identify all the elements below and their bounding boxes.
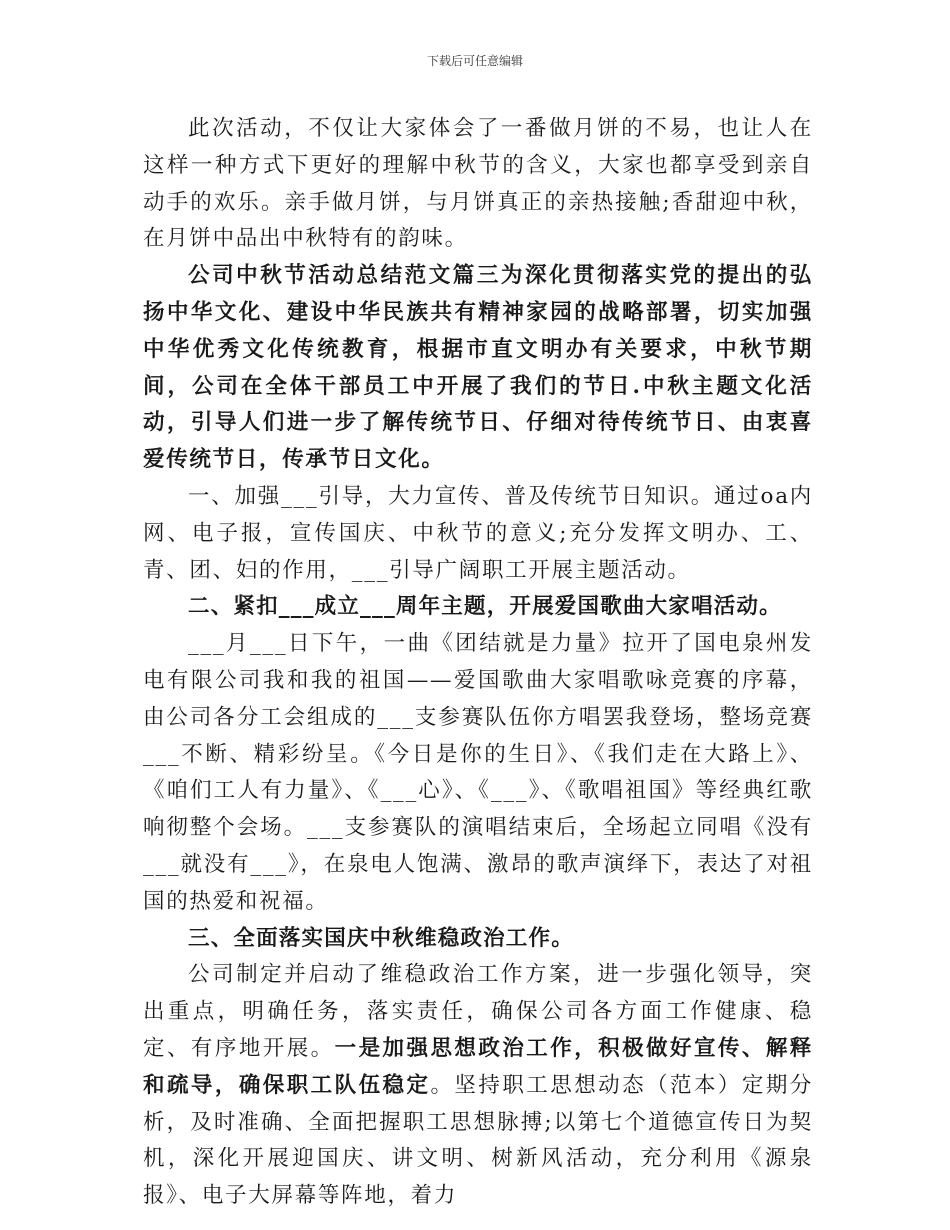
heading-section-three: 三、全面落实国庆中秋维稳政治工作。 [188,925,574,951]
paragraph-song-contest: ___月___日下午，一曲《团结就是力量》拉开了国电泉州发电有限公司我和我的祖国——爱国歌曲大家唱歌咏竞赛的序幕，由公司各分工会组成的___支参赛队伍你方唱罢我登场，整场竞赛___不断、精彩纷呈。《今日是你的生日》、《我们走在大路上》、《咱们工人有力量》、《___心》、《___》、《歌唱祖国》等经典红歌响彻整个会场。___支参赛队的演唱结束后，全场起立同唱《没有___就没有___》，在泉电人饱满、激昂的歌声演绎下，表达了对祖国的热爱和祝福。 [143,631,813,914]
paragraph-section-one: 一、加强___引导，大力宣传、普及传统节日知识。通过oa内网、电子报，宣传国庆、中秋节的意义;充分发挥文明办、工、青、团、妇的作用，___引导广阔职工开展主题活动。 [143,483,813,583]
stability-work-intro: 公司制定并启动了维稳政治工作方案，进一步强化领导，突出重点，明确任务，落实责任，确保公司各方面工作健康、稳定、有序地开展。 [143,962,813,1061]
paragraph-mid-autumn-summary: 此次活动，不仅让大家体会了一番做月饼的不易，也让人在这样一种方式下更好的理解中秋节的含义，大家也都享受到亲自动手的欢乐。亲手做月饼，与月饼真正的亲热接触;香甜迎中秋，在月饼中品出中秋特有的韵味。 [143,116,813,252]
stability-work-details: 。坚持职工思想动态（范本）定期分析，及时准确、全面把握职工思想脉搏;以第七个道德宣传日为契机，深化开展迎国庆、讲文明、树新风活动，充分利用《源泉报》、电子大屏幕等阵地，着力 [143,1072,813,1209]
document-body [143,111,813,1215]
heading-section-two: 二、紧扣___成立___周年主题，开展爱国歌曲大家唱活动。 [188,594,782,620]
paragraph-stability-work [143,957,813,1215]
page-header-note: 下载后可任意编辑 [426,54,523,68]
paragraph-article-three-intro: 公司中秋节活动总结范文篇三为深化贯彻落实党的提出的弘扬中华文化、建设中华民族共有精神家园的战略部署，切实加强中华优秀文化传统教育，根据市直文明办有关要求，中秋节期间，公司在全体干部员工中开展了我们的节日.中秋主题文化活动，引导人们进一步了解传统节日、仔细对待传统节日、由衷喜爱传统节日，传承节日文化。 [143,263,813,473]
stability-work-key-point: 一是加强思想政治工作，积极做好宣传、解释和疏导，确保职工队伍稳定 [143,1035,813,1098]
